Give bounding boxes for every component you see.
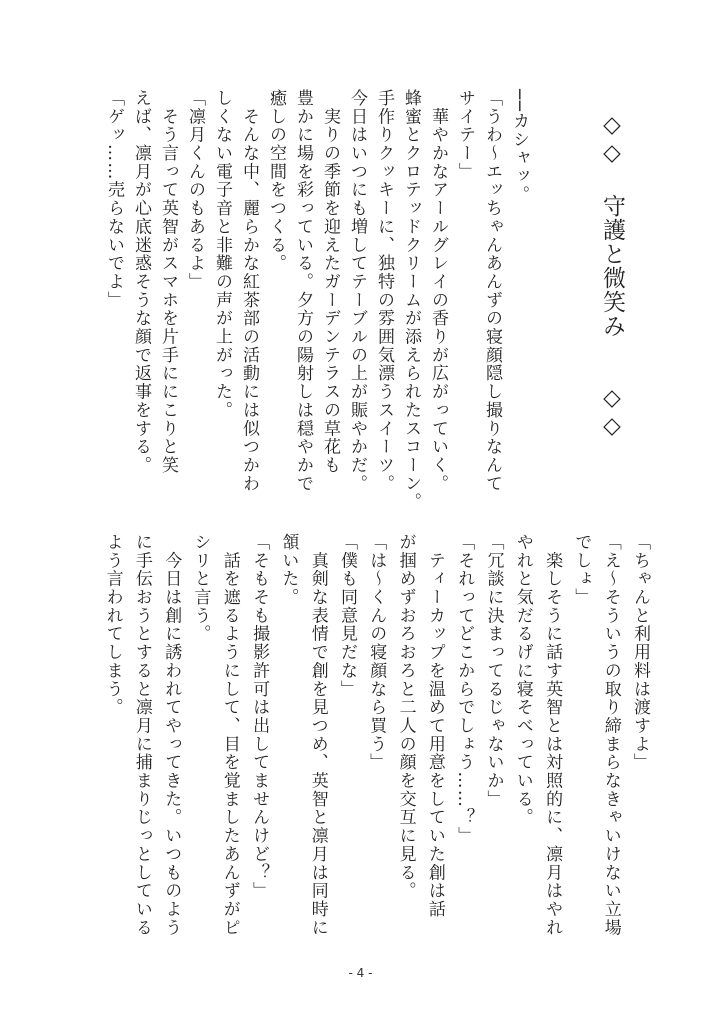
text-column: 話を遮るようにして、目を覚ましたあんずがピ [219, 533, 240, 937]
text-column: 蜂蜜とクロテッドクリームが添えられたスコーン。 [401, 89, 421, 512]
text-column: に手伝おうとすると凛月に捕まりじっとしている [131, 533, 152, 937]
text-column: 真剣な表情で創を見つめ、英智と凛月は同時に [307, 533, 328, 937]
text-column: そう言って英智がスマホを片手ににこりと笑 [158, 89, 178, 475]
text-column: えば、凛月が心底迷惑そうな顔で返事をする。 [131, 89, 151, 475]
text-column: 「うわ～エッちゃんあんずの寝顔隠し撮りなんて [482, 89, 502, 493]
text-column: 今日は創に誘われてやってきた。いつものよう [161, 533, 182, 937]
text-column: 「え～そういうの取り締まらなきゃいけない立場 [600, 533, 621, 937]
text-column: ──カシャッ。 [509, 89, 529, 204]
text-column: しくない電子音と非難の声が上がった。 [212, 89, 232, 420]
chapter-title: 守護と微笑み [599, 194, 625, 338]
text-column: ティーカップを温めて用意をしていた創は話 [424, 533, 445, 919]
text-column: 実りの季節を迎えたガーデンテラスの草花も [320, 89, 340, 475]
text-column: 癒しの空間をつくる。 [266, 89, 286, 273]
text-column: が掴めずおろおろと二人の顔を交互に見る。 [395, 533, 416, 900]
text-column: 今日はいつにも増してテーブルの上が賑やかだ。 [347, 89, 367, 493]
text-column: 「は～くんの寝顔なら買う」 [366, 533, 387, 772]
text-column: 「冗談に決まってるじゃないか」 [483, 533, 504, 809]
text-column: シリと言う。 [190, 533, 211, 644]
text-column: 「僕も同意見だな」 [337, 533, 357, 699]
text-column: そんな中、麗らかな紅茶部の活動には似つかわ [239, 89, 259, 493]
text-column: 華やかなアールグレイの香りが広がっていく。 [428, 89, 448, 493]
text-column: 「ちゃんと利用料は渡すよ」 [630, 533, 650, 772]
text-column: 豊かに場を彩っている。夕方の陽射しは穏やかで [293, 89, 313, 493]
text-column: サイテー」 [455, 89, 475, 181]
text-column: 楽しそうに話す英智とは対照的に、凛月はやれ [542, 533, 563, 937]
title-ornament-top: ◇◇ [599, 112, 625, 168]
text-column: 「それってどこからでしょう……？」 [454, 533, 475, 845]
text-column: 頷いた。 [278, 533, 299, 607]
text-column: でしょ」 [571, 533, 592, 607]
text-column: 「凛月くんのもあるよ」 [185, 89, 205, 291]
title-ornament-bottom: ◇◇ [599, 385, 625, 441]
page-number: - 4 - [348, 966, 373, 980]
text-column: やれと気だるげに寝そべっている。 [512, 533, 533, 827]
text-column: 手作りクッキーに、独特の雰囲気漂うスイーツ。 [374, 89, 394, 493]
text-column: 「そもそも撮影許可は出してませんけど？」 [249, 533, 270, 900]
text-column: よう言われてしまう。 [102, 533, 123, 717]
text-column: 「ゲッ……売らないでよ」 [104, 89, 124, 310]
